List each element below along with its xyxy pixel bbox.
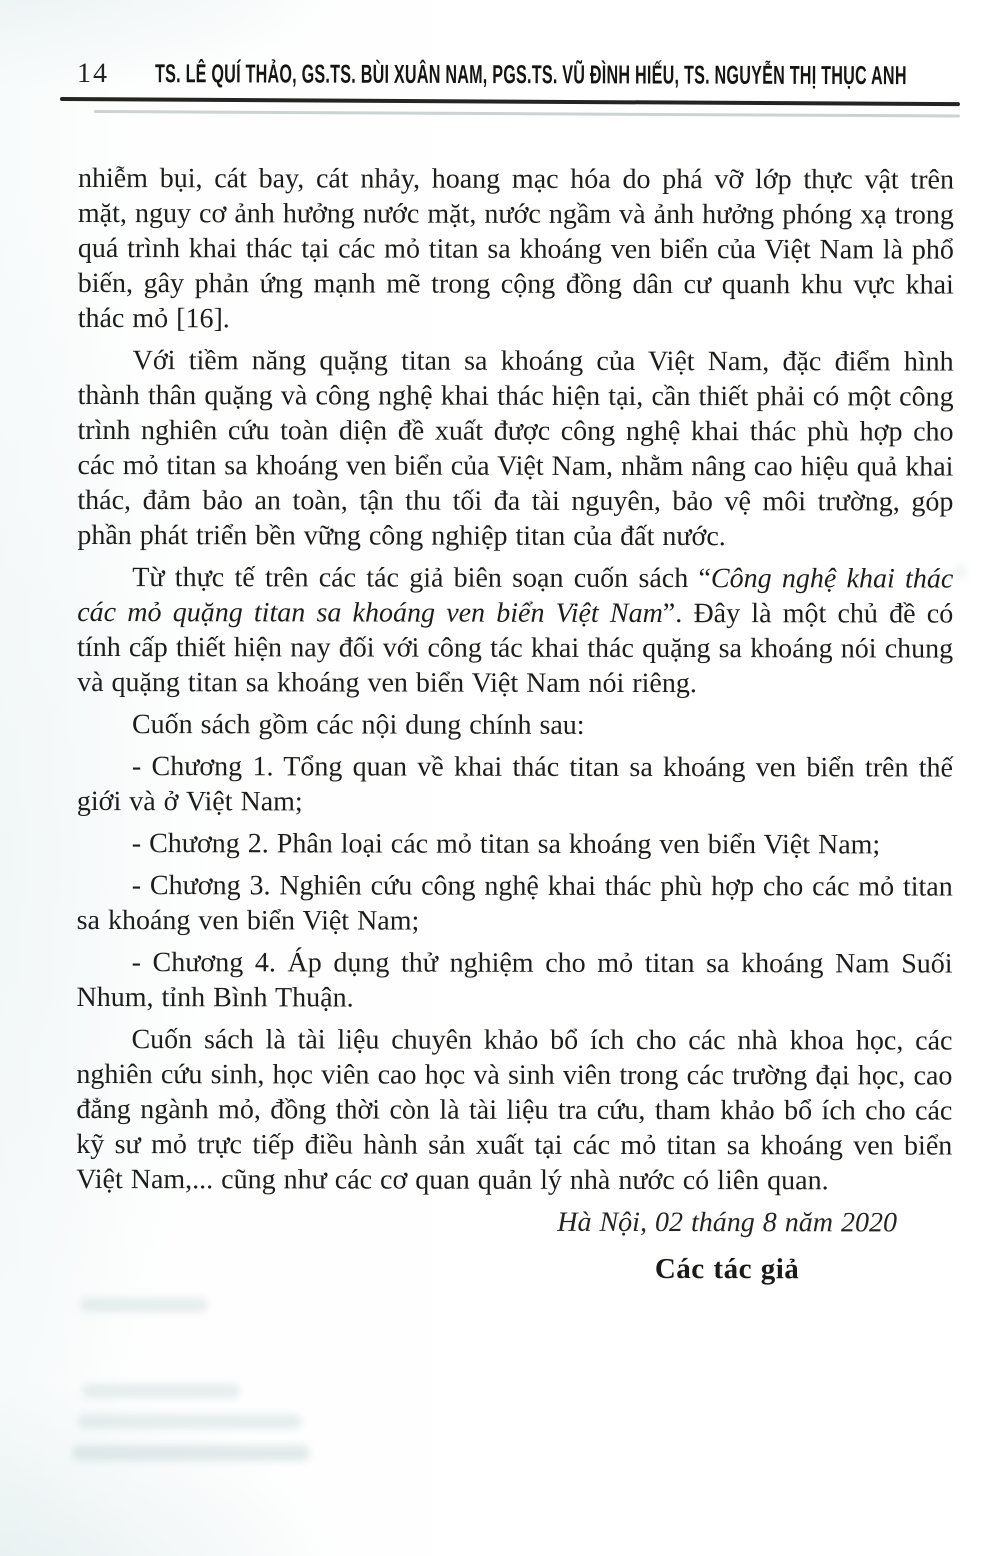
paragraph-potential: Với tiềm năng quặng titan sa khoáng của Việt Nam, đặc điểm hình thành thân quặng và công nghệ khai thác hiện tại, cần thiết phải có một công trình nghiên cứu toàn diện đề xuất được công nghệ khai thác phù hợp cho các mỏ titan sa khoáng ven biển của Việt Nam, nhằm nâng cao hiệu quả khai thác, đảm bảo an toàn, tận thu tối đa tài nguyên, bảo vệ môi trường, góp phần phát triển bền vững công nghiệp titan của đất nước. xyxy=(77,345,954,553)
paragraph-book-intro xyxy=(77,560,953,702)
signature-authors: Các tác giả xyxy=(654,1253,800,1286)
book-intro-prefix: Từ thực tế trên các tác giả biên soạn cuốn sách “ xyxy=(132,562,711,595)
page-header xyxy=(77,58,960,92)
book-title: Công nghệ khai thác các mỏ quặng titan sa khoáng ven biển Việt Nam xyxy=(77,563,954,630)
bleed-through-artifact xyxy=(82,1384,240,1398)
chapter-list-item-1: - Chương 1. Tổng quan về khai thác titan sa khoáng ven biển trên thế giới và ở Việt Nam; xyxy=(76,751,953,818)
chapter-list-item-3: - Chương 3. Nghiên cứu công nghệ khai thác phù hợp cho các mỏ titan sa khoáng ven biển Việt Nam; xyxy=(76,870,953,937)
header-rule-shadow xyxy=(94,110,960,118)
paragraph-contents-lead: Cuốn sách gồm các nội dung chính sau: xyxy=(131,709,585,741)
bleed-through-artifact xyxy=(78,1414,302,1429)
paragraph-audience: Cuốn sách là tài liệu chuyên khảo bổ ích cho các nhà khoa học, các nghiên cứu sinh, học viên cao học và sinh viên trong các trường đại học, cao đẳng ngành mỏ, đồng thời còn là tài liệu tra cứu, tham khảo bổ ích cho các kỹ sư mỏ trực tiếp điều hành sản xuất tại các mỏ titan sa khoáng ven biển Việt Nam,... cũng như các cơ quan quản lý nhà nước có liên quan. xyxy=(76,1024,953,1197)
chapter-list-item-4: - Chương 4. Áp dụng thử nghiệm cho mỏ titan sa khoáng Nam Suối Nhum, tỉnh Bình Thuận. xyxy=(76,947,953,1014)
bleed-through-artifact xyxy=(80,1298,208,1312)
page-number: 14 xyxy=(77,58,110,90)
margin-scan-artifact xyxy=(956,564,965,579)
header-authors: TS. LÊ QUÍ THẢO, GS.TS. BÙI XUÂN NAM, PGS.TS. VŨ ĐÌNH HIẾU, TS. NGUYỄN THỊ THỤC ANH xyxy=(155,58,907,91)
signature-place-date: Hà Nội, 02 tháng 8 năm 2020 xyxy=(557,1206,898,1239)
signature-block xyxy=(551,1205,903,1288)
bleed-through-artifact xyxy=(72,1445,310,1461)
book-intro-suffix: ”. Đây là một chủ đề có tính cấp thiết hiện nay đối với công tác khai thác quặng sa khoáng nói chung và quặng titan sa khoáng ven biển Việt Nam nói riêng. xyxy=(77,598,954,700)
chapter-list-item-2: - Chương 2. Phân loại các mỏ titan sa khoáng ven biển Việt Nam; xyxy=(131,828,881,861)
page-body xyxy=(76,161,954,1288)
header-rule xyxy=(60,97,960,106)
paragraph-continuation: nhiễm bụi, cát bay, cát nhảy, hoang mạc hóa do phá vỡ lớp thực vật trên mặt, nguy cơ ảnh hưởng nước mặt, nước ngầm và ảnh hưởng phóng xạ trong quá trình khai thác tại các mỏ titan sa khoáng ven biển của Việt Nam là phổ biến, gây phản ứng mạnh mẽ trong cộng đồng dân cư quanh khu vực khai thác mỏ [16]. xyxy=(77,163,954,335)
